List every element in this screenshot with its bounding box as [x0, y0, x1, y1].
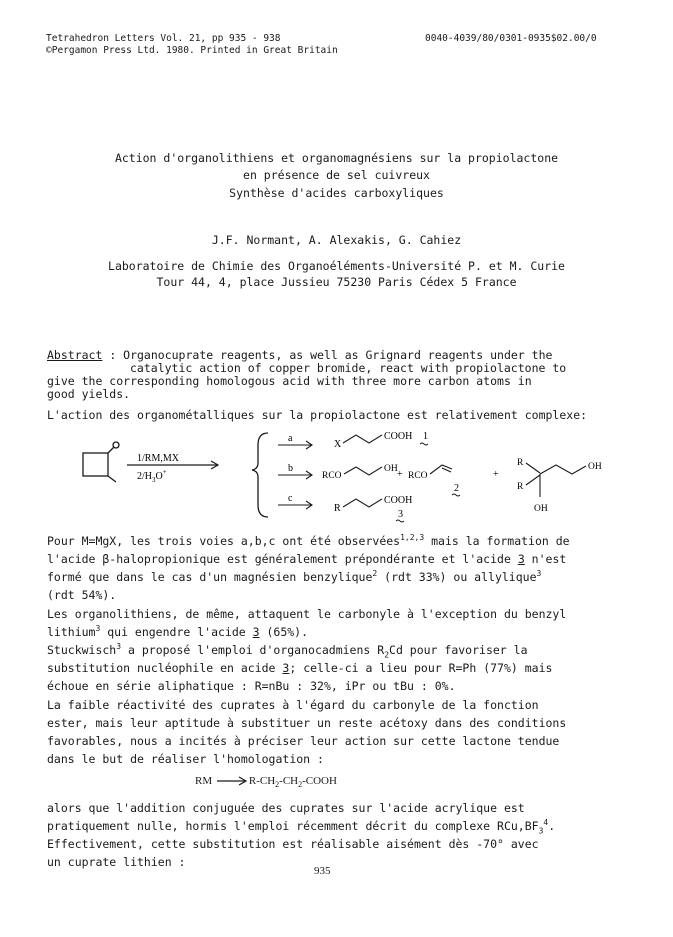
affiliation-line-1: Laboratoire de Chimie des Organoéléments-Université P. et M. Curie — [108, 259, 565, 273]
p2-line-1: Les organolithiens, de même, attaquent le carbonyle à l'exception du benzyl — [47, 607, 567, 621]
page-number: 935 — [314, 865, 331, 877]
p4-line-3: favorables, nous a incités à préciser leur action sur cette lactone tendue — [47, 734, 560, 748]
abstract-line-4: good yields. — [47, 387, 131, 401]
abstract-label: Abstract — [47, 348, 103, 362]
path-c-label: c — [288, 493, 293, 504]
p1-line-2: l'acide β-halopropionique est généralement prépondérante et l'acide 3 n'est — [47, 552, 567, 566]
journal-citation: Tetrahedron Letters Vol. 21, pp 935 - 938 — [46, 33, 281, 44]
title-line-1: Action d'organolithiens et organomagnésiens sur la propiolactone — [114, 151, 559, 165]
title-line-2: en présence de sel cuivreux — [243, 168, 430, 182]
compound-ref-3: 3 — [398, 509, 403, 520]
product-1-x: X — [334, 439, 342, 450]
reaction-scheme — [0, 425, 673, 525]
alcohol-oh-right: OH — [588, 462, 602, 472]
homologation-rm: RM — [195, 775, 213, 787]
p5-line-2: pratiquement nulle, hormis l'emploi récemment décrit du complexe $RCu,BF_3^4$. — [47, 818, 556, 836]
alcohol-r-bottom: R — [517, 482, 524, 492]
path-b-label: b — [288, 463, 293, 474]
homologation-equation: RM $R-CH_2-CH_2$-COOH — [195, 775, 337, 790]
p5-line-4: un cuprate lithien : — [47, 855, 186, 869]
p2-line-2: lithium$^3$ qui engendre l'acide 3 (65%). — [47, 624, 309, 639]
abstract-line-1: Abstract : Organocuprate reagents, as well as Grignard reagents under the — [47, 348, 553, 362]
p1-line-4: (rdt 54%). — [47, 588, 117, 602]
product-3-cooh: COOH — [384, 495, 413, 506]
p4-line-1: La faible réactivité des cuprates à l'égard du carbonyle de la fonction — [47, 698, 539, 712]
product-3-r: R — [334, 503, 341, 514]
branch-brace — [252, 433, 268, 517]
product-2-oh: OH — [384, 464, 398, 474]
alcohol-oh-bottom: OH — [534, 504, 548, 514]
p3-line-2: substitution nucléophile en acide 3; celle-ci a lieu pour R=Ph (77%) mais — [47, 661, 553, 675]
article-code: 0040-4039/80/0301-0935$02.00/0 — [425, 33, 597, 44]
p3-line-1: Stuckwisch$^3$ a proposé l'emploi d'organocadmiens $R_2Cd$ pour favoriser la — [47, 642, 528, 660]
homologation-arrow — [215, 776, 249, 786]
abstract-line-2: catalytic action of copper bromide, react with propiolactone to — [130, 361, 567, 375]
intro-text: L'action des organométalliques sur la propiolactone est relativement complexe: — [47, 408, 588, 422]
p4-line-2: ester, mais leur aptitude à substituer un reste acétoxy dans des conditions — [47, 716, 567, 730]
authors: J.F. Normant, A. Alexakis, G. Cahiez — [211, 233, 462, 247]
path-a-label: a — [288, 433, 293, 444]
product-plus-1: + — [397, 469, 403, 480]
p4-line-4: dans le but de réaliser l'homologation : — [47, 752, 324, 766]
p1-line-3: formé que dans le cas d'un magnésien benzylique$^2$ (rdt 33%) ou allylique$^3$ — [47, 569, 542, 584]
abstract-line-3: give the corresponding homologous acid with three more carbon atoms in — [47, 374, 532, 388]
affiliation-line-2: Tour 44, 4, place Jussieu 75230 Paris Cédex 5 France — [156, 275, 517, 289]
propiolactone-structure — [83, 442, 119, 482]
product-plus-2: + — [493, 469, 499, 480]
reagent-step-2: $2/H_3O^+$ — [137, 468, 167, 484]
p5-line-3: Effectivement, cette substitution est réalisable aisément dès -70° avec — [47, 837, 539, 851]
product-1-cooh: COOH — [384, 431, 413, 442]
p3-line-3: échoue en série aliphatique : R=nBu : 32%, iPr ou tBu : 0%. — [47, 679, 456, 693]
reagent-step-1: 1/RM,MX — [137, 453, 179, 464]
product-2-rco: RCO — [322, 471, 342, 481]
compound-ref-2: 2 — [454, 483, 459, 494]
title-line-3: Synthèse d'acides carboxyliques — [229, 186, 444, 200]
publisher-line: ©Pergamon Press Ltd. 1980. Printed in Great Britain — [46, 45, 338, 56]
p5-line-1: alors que l'addition conjuguée des cuprates sur l'acide acrylique est — [47, 801, 525, 815]
product-2b-rco: RCO — [408, 471, 428, 481]
compound-ref-1: 1 — [423, 431, 428, 442]
p1-line-1: Pour M=MgX, les trois voies a,b,c ont été observées$^{1,2,3}$ mais la formation de — [47, 533, 570, 548]
alcohol-r-top: R — [517, 458, 524, 468]
